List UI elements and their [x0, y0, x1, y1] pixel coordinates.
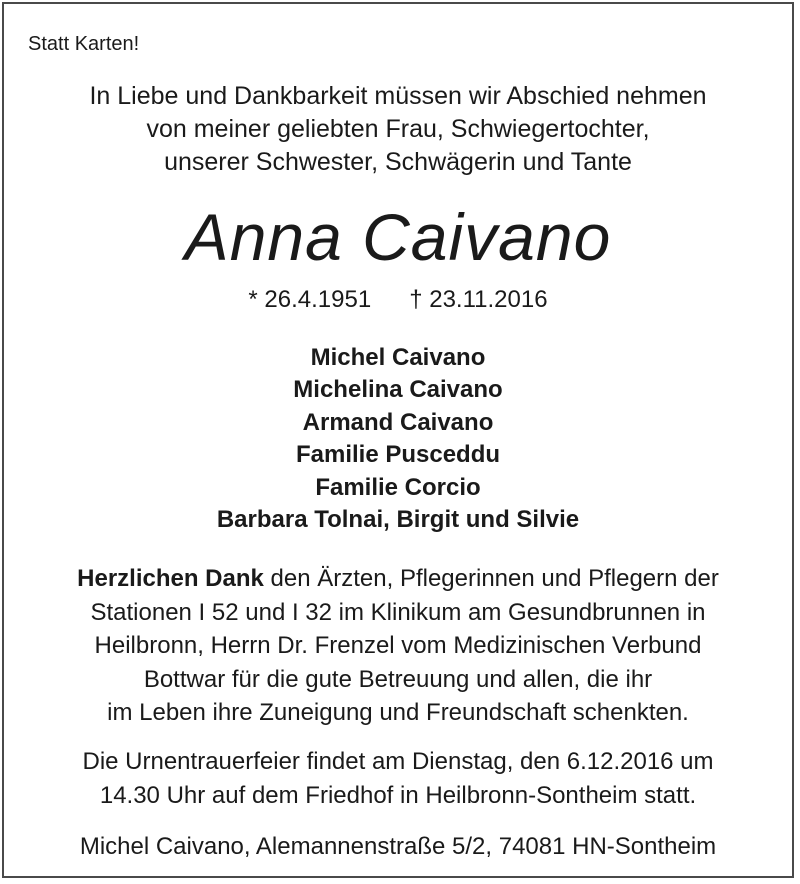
service-line: 14.30 Uhr auf dem Friedhof in Heilbronn-Sontheim statt. [99, 781, 697, 809]
service-line: Die Urnentrauerfeier findet am Dienstag, den 6.12.2016 um [82, 748, 714, 775]
thanks-line: Stationen I 52 und I 32 im Klinikum am Gesundbrunnen in [90, 598, 706, 626]
thanks-line: im Leben ihre Zuneigung und Freundschaft schenkten. [107, 699, 689, 726]
contact-address: Michel Caivano, Alemannenstraße 5/2, 74081 HN-Sontheim [79, 833, 717, 860]
mourner-name: Michel Caivano [310, 344, 486, 371]
life-dates [4, 285, 792, 315]
mourner-name: Familie Corcio [315, 473, 481, 501]
thanks-line-rest: den Ärzten, Pflegerinnen und Pflegern der [263, 565, 719, 592]
intro-text [4, 80, 792, 179]
thanks-line: Bottwar für die gute Betreuung und allen, die ihr [143, 665, 653, 693]
service-info [4, 745, 792, 812]
mourner-name: Michelina Caivano [293, 376, 503, 404]
obituary-notice [2, 2, 794, 878]
thanks-line [4, 562, 792, 596]
mourner-name: Barbara Tolnai, Birgit und Silvie [216, 506, 580, 534]
birth-date: * 26.4.1951 [248, 286, 372, 313]
mourners-list [4, 342, 792, 536]
statt-karten-label: Statt Karten! [28, 33, 140, 55]
thanks-paragraph [4, 562, 792, 730]
mourner-name: Familie Pusceddu [295, 441, 501, 469]
intro-line: unserer Schwester, Schwägerin und Tante [164, 148, 632, 176]
intro-line: von meiner geliebten Frau, Schwiegertochter, [146, 115, 650, 143]
thanks-lead: Herzlichen Dank [77, 565, 264, 592]
deceased-name: Anna Caivano [184, 200, 612, 274]
death-date: † 23.11.2016 [409, 286, 548, 313]
intro-line: In Liebe und Dankbarkeit müssen wir Abschied nehmen [89, 82, 707, 110]
mourner-name: Armand Caivano [302, 408, 494, 436]
thanks-line: Heilbronn, Herrn Dr. Frenzel vom Medizinischen Verbund [94, 632, 702, 659]
